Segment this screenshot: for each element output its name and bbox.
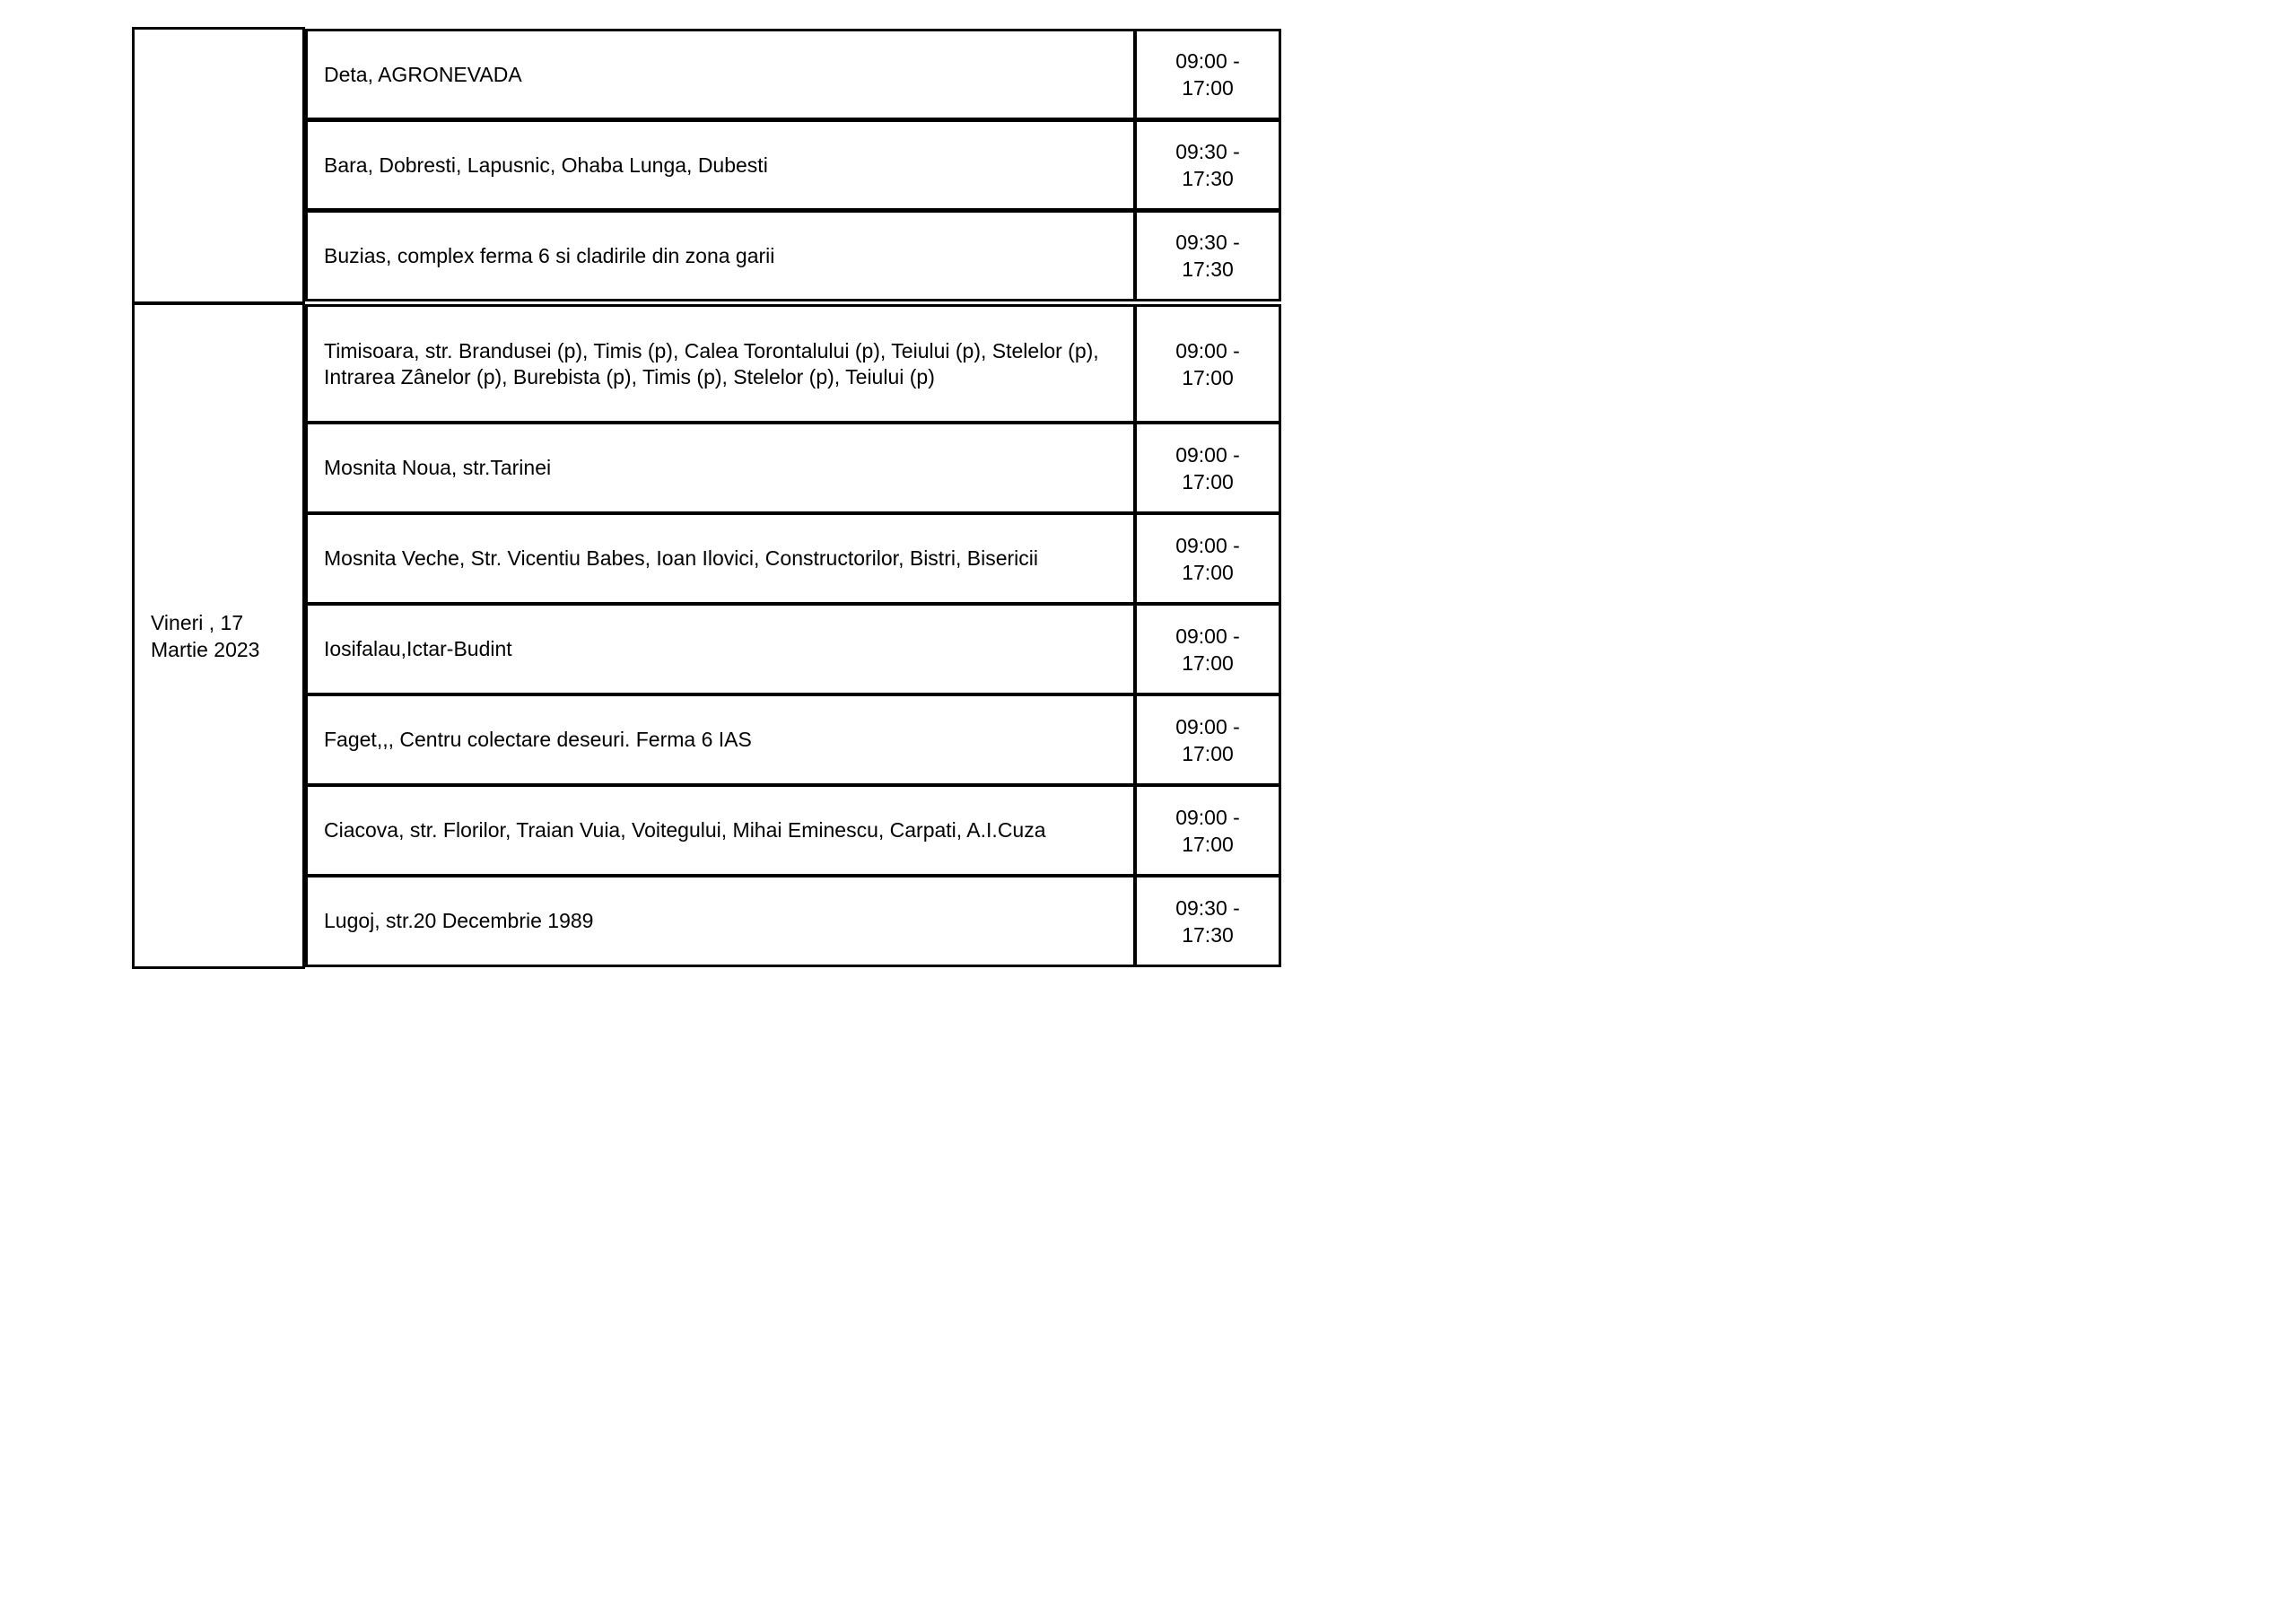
location-text: Buzias, complex ferma 6 si cladirile din zona garii	[324, 243, 775, 267]
location-text: Timisoara, str. Brandusei (p), Timis (p), Calea Torontalului (p), Teiului (p), Stelelor (p), Intrarea Zânelor (p), Burebista (p), Timis (p), Stelelor (p), Teiului (p)	[324, 338, 1099, 389]
location-cell	[305, 875, 1136, 967]
time-cell	[1134, 603, 1281, 695]
time-text: 09:30 - 17:30	[1175, 895, 1240, 947]
location-cell	[305, 119, 1136, 211]
time-text: 09:30 - 17:30	[1175, 140, 1240, 190]
date-cell	[132, 27, 305, 304]
location-cell	[305, 694, 1136, 786]
time-text: 09:00 - 17:00	[1175, 714, 1240, 765]
location-cell	[305, 422, 1136, 514]
time-text: 09:00 - 17:00	[1175, 49, 1240, 100]
location-cell	[305, 29, 1136, 120]
location-cell	[305, 210, 1136, 301]
location-cell	[305, 304, 1136, 423]
time-text: 09:00 - 17:00	[1175, 442, 1240, 493]
location-cell	[305, 784, 1136, 877]
location-text: Deta, AGRONEVADA	[324, 62, 522, 86]
time-text: 09:00 - 17:00	[1175, 805, 1240, 856]
time-cell	[1134, 694, 1281, 786]
time-text: 09:00 - 17:00	[1175, 624, 1240, 675]
time-cell	[1134, 210, 1281, 301]
time-cell	[1134, 304, 1281, 423]
time-text: 09:30 - 17:30	[1175, 231, 1240, 281]
location-text: Lugoj, str.20 Decembrie 1989	[324, 909, 594, 932]
location-cell	[305, 603, 1136, 695]
location-cell	[305, 512, 1136, 605]
time-cell	[1134, 119, 1281, 211]
time-text: 09:00 - 17:00	[1175, 338, 1240, 389]
location-text: Bara, Dobresti, Lapusnic, Ohaba Lunga, Dubesti	[324, 153, 768, 177]
date-text: Vineri , 17 Martie 2023	[151, 610, 260, 661]
location-text: Mosnita Noua, str.Tarinei	[324, 456, 552, 479]
location-text: Mosnita Veche, Str. Vicentiu Babes, Ioan Ilovici, Constructorilor, Bistri, Bisericii	[324, 546, 1038, 570]
location-text: Ciacova, str. Florilor, Traian Vuia, Voitegului, Mihai Eminescu, Carpati, A.I.Cuza	[324, 818, 1046, 842]
time-cell	[1134, 875, 1281, 967]
location-text: Iosifalau,Ictar-Budint	[324, 637, 512, 660]
time-cell	[1134, 29, 1281, 120]
time-text: 09:00 - 17:00	[1175, 533, 1240, 584]
location-text: Faget,,, Centru colectare deseuri. Ferma 6 IAS	[324, 728, 752, 751]
time-cell	[1134, 422, 1281, 514]
date-cell	[132, 302, 305, 969]
time-cell	[1134, 512, 1281, 605]
time-cell	[1134, 784, 1281, 877]
